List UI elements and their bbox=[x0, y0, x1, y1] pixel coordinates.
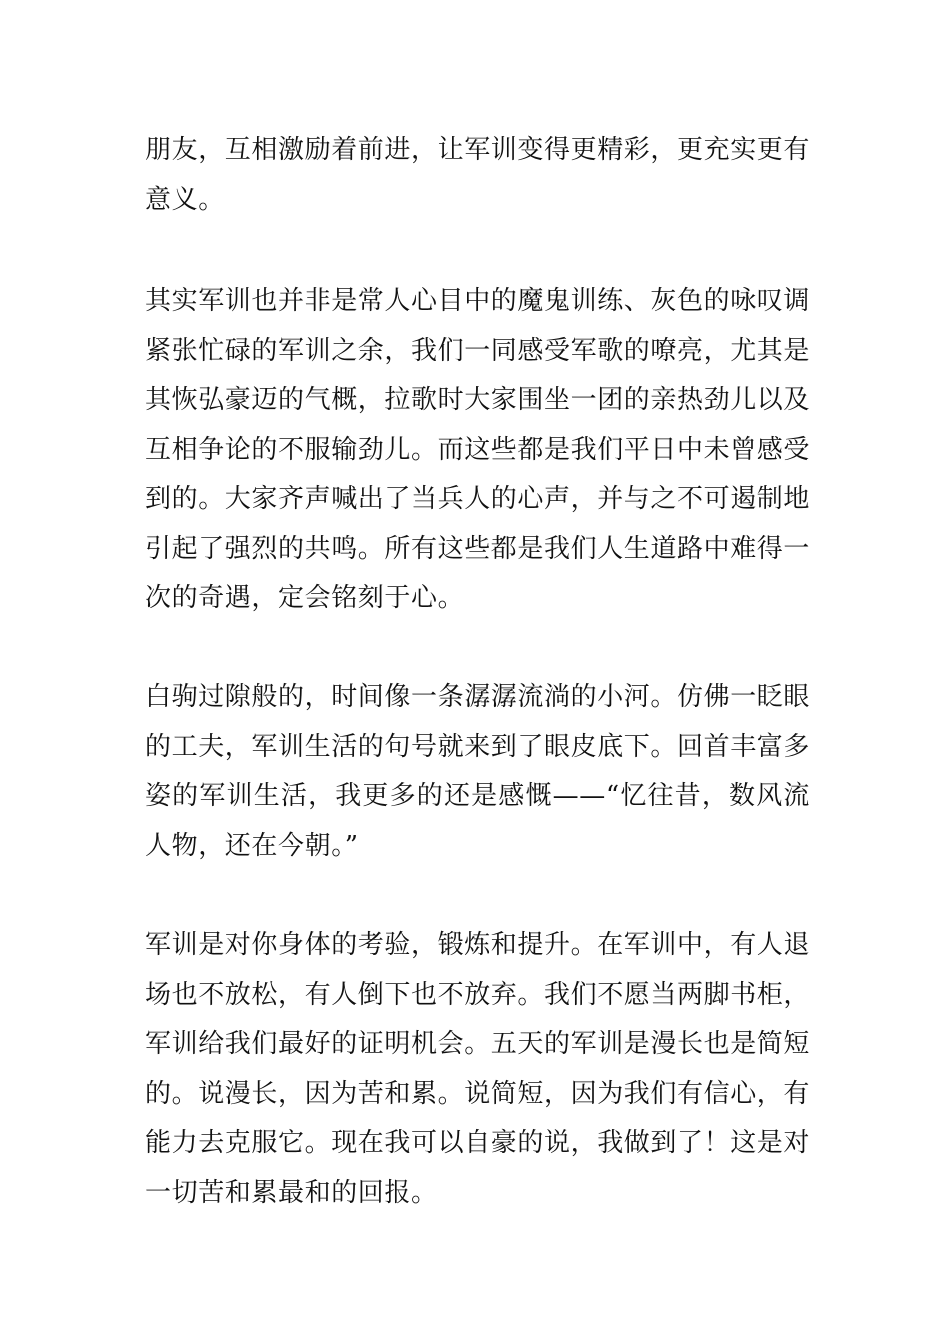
paragraph-4: 军训是对你身体的考验，锻炼和提升。在军训中，有人退场也不放松，有人倒下也不放弃。我们不愿当两脚书柜，军训给我们最好的证明机会。五天的军训是漫长也是简短的。说漫长，因为苦和累。说简短，因为我们有信心，有能力去克服它。现在我可以自豪的说，我做到了！这是对一切苦和累最和的回报。 bbox=[145, 930, 811, 1208]
paragraph-1: 朋友，互相激励着前进，让军训变得更精彩，更充实更有意义。 bbox=[145, 135, 811, 215]
paragraph-2: 其实军训也并非是常人心目中的魔鬼训练、灰色的咏叹调紧张忙碌的军训之余，我们一同感受军歌的嘹亮，尤其是其恢弘豪迈的气概，拉歌时大家围坐一团的亲热劲儿以及互相争论的不服输劲儿。而这些都是我们平日中未曾感受到的。大家齐声喊出了当兵人的心声，并与之不可遏制地引起了强烈的共鸣。所有这些都是我们人生道路中难得一次的奇遇，定会铭刻于心。 bbox=[145, 286, 811, 613]
paragraph-3: 白驹过隙般的，时间像一条潺潺流淌的小河。仿佛一眨眼的工夫，军训生活的句号就来到了眼皮底下。回首丰富多姿的军训生活，我更多的还是感慨——“忆往昔，数风流人物，还在今朝。” bbox=[145, 682, 811, 861]
